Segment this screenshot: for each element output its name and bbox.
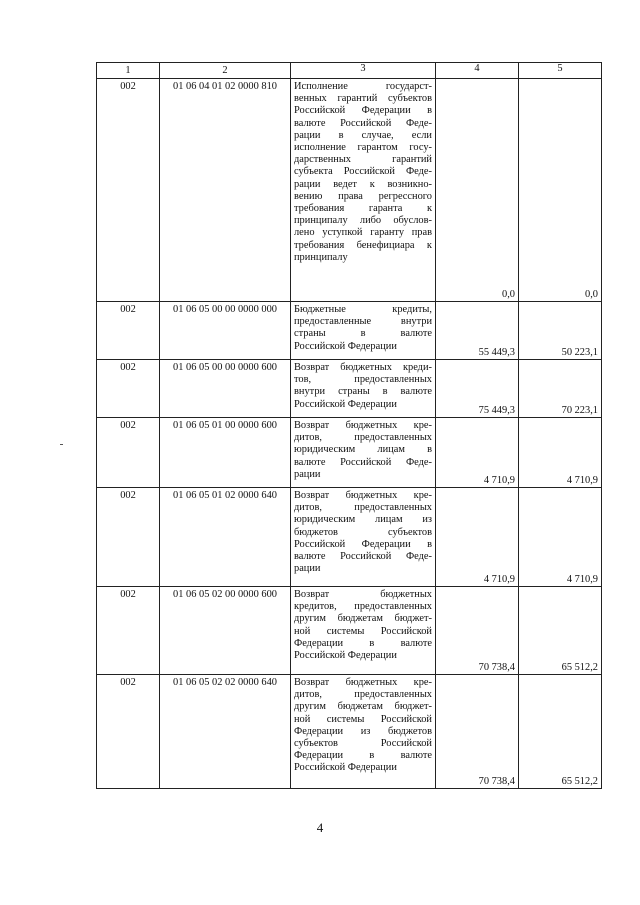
description-line: дитов, предоставленных: [294, 432, 432, 444]
description-line: Возврат бюджетных креди-: [294, 362, 432, 373]
page-number: 4: [316, 820, 324, 835]
cell-value-col4: 75 449,3: [436, 360, 519, 418]
description-line: ной системы Российской: [294, 713, 432, 725]
description-line: Российской Федерации: [294, 762, 397, 774]
cell-admin-code: 002: [97, 79, 160, 302]
description-line: рации ведет к возникно-: [294, 178, 432, 190]
cell-description: [291, 675, 436, 789]
description-line: ной системы Российской: [294, 625, 432, 637]
description-line: Возврат бюджетных кре-: [294, 490, 432, 501]
cell-admin-code: 002: [97, 587, 160, 675]
description-line: Российской Федерации в: [294, 105, 432, 117]
budget-table: [96, 62, 602, 789]
description-line: Российской Федерации в: [294, 538, 432, 550]
cell-value-col5: 4 710,9: [519, 418, 602, 488]
cell-value-col5: 0,0: [519, 79, 602, 302]
cell-description: [291, 418, 436, 488]
cell-value-col4: 70 738,4: [436, 675, 519, 789]
cell-description: [291, 360, 436, 418]
table-row: [97, 418, 602, 488]
cell-budget-code: 01 06 04 01 02 0000 810: [160, 79, 291, 302]
description-line: Российской Федерации: [294, 340, 397, 352]
description-line: рации: [294, 563, 321, 575]
cell-description: [291, 587, 436, 675]
description-line: Возврат бюджетных: [294, 589, 432, 600]
cell-value-col4: 0,0: [436, 79, 519, 302]
table-row: [97, 302, 602, 360]
description-line: дарственных гарантий: [294, 154, 432, 166]
cell-value-col5: 65 512,2: [519, 675, 602, 789]
cell-value-col5: 50 223,1: [519, 302, 602, 360]
description-line: валюте Российской Феде-: [294, 551, 432, 563]
description-line: юридическим лицам в: [294, 444, 432, 456]
cell-budget-code: 01 06 05 01 00 0000 600: [160, 418, 291, 488]
description-line: другим бюджетам бюджет-: [294, 613, 432, 625]
description-line: кредитов, предоставленных: [294, 601, 432, 613]
description-line: другим бюджетам бюджет-: [294, 701, 432, 713]
description-line: бюджетов субъектов: [294, 526, 432, 538]
cell-value-col4: 4 710,9: [436, 488, 519, 587]
cell-value-col5: 70 223,1: [519, 360, 602, 418]
description-line: Федерации в валюте: [294, 637, 432, 649]
description-line: дитов, предоставленных: [294, 689, 432, 701]
cell-value-col4: 55 449,3: [436, 302, 519, 360]
description-line: страны в валюте: [294, 328, 432, 340]
cell-admin-code: 002: [97, 302, 160, 360]
scan-speck: [60, 444, 63, 445]
description-line: Федерации из бюджетов: [294, 725, 432, 737]
description-line: Российской Федерации: [294, 650, 397, 662]
header-col-5: 5: [519, 63, 602, 79]
description-line: венных гарантий субъектов: [294, 93, 432, 105]
description-line: Исполнение государст-: [294, 81, 432, 92]
description-line: Возврат бюджетных кре-: [294, 420, 432, 431]
description-line: Возврат бюджетных кре-: [294, 677, 432, 688]
cell-budget-code: 01 06 05 00 00 0000 600: [160, 360, 291, 418]
table-row: [97, 488, 602, 587]
description-line: требования бенефициара к: [294, 239, 432, 251]
description-line: принципалу либо обуслов-: [294, 215, 432, 227]
description-line: рации: [294, 468, 321, 480]
description-line: валюте Российской Феде-: [294, 456, 432, 468]
cell-description: [291, 488, 436, 587]
description-line: лено уступкой гаранту прав: [294, 227, 432, 239]
cell-value-col5: 65 512,2: [519, 587, 602, 675]
cell-description: [291, 79, 436, 302]
description-line: требования гаранта к: [294, 203, 432, 215]
description-line: тов, предоставленных: [294, 374, 432, 386]
description-line: Российской Федерации: [294, 398, 397, 410]
header-row: [97, 63, 602, 79]
header-col-3: 3: [291, 63, 436, 79]
description-line: дитов, предоставленных: [294, 502, 432, 514]
cell-budget-code: 01 06 05 01 02 0000 640: [160, 488, 291, 587]
cell-description: [291, 302, 436, 360]
cell-budget-code: 01 06 05 02 02 0000 640: [160, 675, 291, 789]
table-row: [97, 360, 602, 418]
description-line: принципалу: [294, 251, 348, 263]
description-line: юридическим лицам из: [294, 514, 432, 526]
description-line: внутри страны в валюте: [294, 386, 432, 398]
description-line: субъекта Российской Феде-: [294, 166, 432, 178]
cell-budget-code: 01 06 05 00 00 0000 000: [160, 302, 291, 360]
table-row: [97, 675, 602, 789]
table-header: [97, 63, 602, 79]
description-line: предоставленные внутри: [294, 316, 432, 328]
description-line: исполнение гарантом госу-: [294, 142, 432, 154]
description-line: Федерации в валюте: [294, 750, 432, 762]
table-row: [97, 79, 602, 302]
cell-value-col5: 4 710,9: [519, 488, 602, 587]
description-line: субъектов Российской: [294, 738, 432, 750]
cell-admin-code: 002: [97, 418, 160, 488]
description-line: Бюджетные кредиты,: [294, 304, 432, 315]
description-line: валюте Российской Феде-: [294, 117, 432, 129]
header-col-2: 2: [160, 63, 291, 79]
description-line: вению права регрессного: [294, 190, 432, 202]
table-body: [97, 79, 602, 789]
cell-admin-code: 002: [97, 360, 160, 418]
description-line: рации в случае, если: [294, 129, 432, 141]
cell-value-col4: 4 710,9: [436, 418, 519, 488]
header-col-4: 4: [436, 63, 519, 79]
cell-admin-code: 002: [97, 488, 160, 587]
header-col-1: 1: [97, 63, 160, 79]
table-row: [97, 587, 602, 675]
cell-value-col4: 70 738,4: [436, 587, 519, 675]
cell-admin-code: 002: [97, 675, 160, 789]
cell-budget-code: 01 06 05 02 00 0000 600: [160, 587, 291, 675]
